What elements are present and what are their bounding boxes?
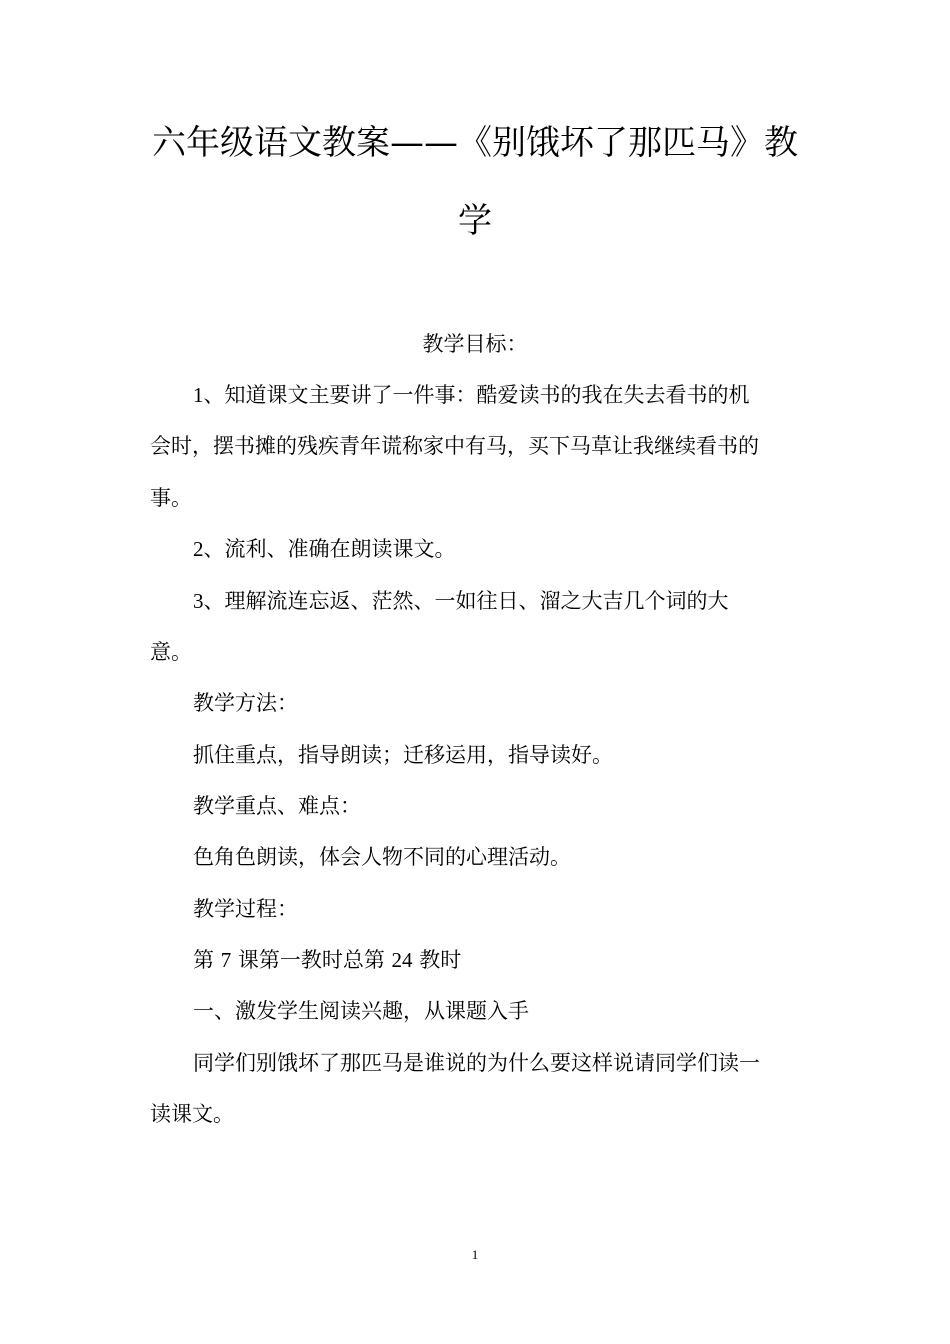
step-1-line-2: 读课文。 [150, 1102, 234, 1126]
goal-1-number: 1 [193, 383, 204, 407]
goal-2-text: 、流利、准确在朗读课文。 [203, 537, 456, 561]
page-number: 1 [471, 1247, 479, 1262]
goal-3-line-1 [193, 587, 729, 615]
section-heading-process: 教学过程： [193, 897, 298, 921]
lesson-info-middle: 课第一教时总第 [231, 948, 392, 972]
key-points-text: 色角色朗读，体会人物不同的心理活动。 [193, 845, 571, 869]
method-text: 抓住重点，指导朗读；迁移运用，指导读好。 [193, 743, 613, 767]
section-heading-goals: 教学目标： [422, 332, 528, 356]
goal-3-text: 、理解流连忘返、茫然、一如往日、溜之大吉几个词的大 [203, 589, 729, 613]
lesson-info-suffix: 教时 [412, 948, 462, 972]
document-title-line-1: 六年级语文教案——《别饿坏了那匹马》教 [152, 123, 798, 163]
goal-2-number: 2 [193, 537, 204, 561]
section-heading-method: 教学方法： [193, 691, 298, 715]
lesson-number: 7 [220, 948, 232, 972]
total-period-number: 24 [391, 948, 413, 972]
goal-1-line-1 [193, 381, 750, 409]
step-1-heading: 一、激发学生阅读兴趣，从课题入手 [193, 999, 529, 1023]
goal-1-line-2: 会时，摆书摊的残疾青年谎称家中有马，买下马草让我继续看书的 [150, 434, 759, 458]
step-1-line-1: 同学们别饿坏了那匹马是谁说的为什么要这样说请同学们读一 [193, 1051, 760, 1075]
goal-1-text: 、知道课文主要讲了一件事：酷爱读书的我在失去看书的机 [203, 383, 750, 407]
goal-2 [193, 535, 456, 563]
goal-3-number: 3 [193, 589, 204, 613]
goal-1-line-3: 事。 [150, 486, 192, 510]
lesson-info-prefix: 第 [193, 948, 221, 972]
goal-3-line-2: 意。 [150, 640, 192, 664]
lesson-info [193, 946, 461, 974]
section-heading-key-points: 教学重点、难点： [193, 794, 361, 818]
document-title-line-2: 学 [458, 201, 492, 241]
